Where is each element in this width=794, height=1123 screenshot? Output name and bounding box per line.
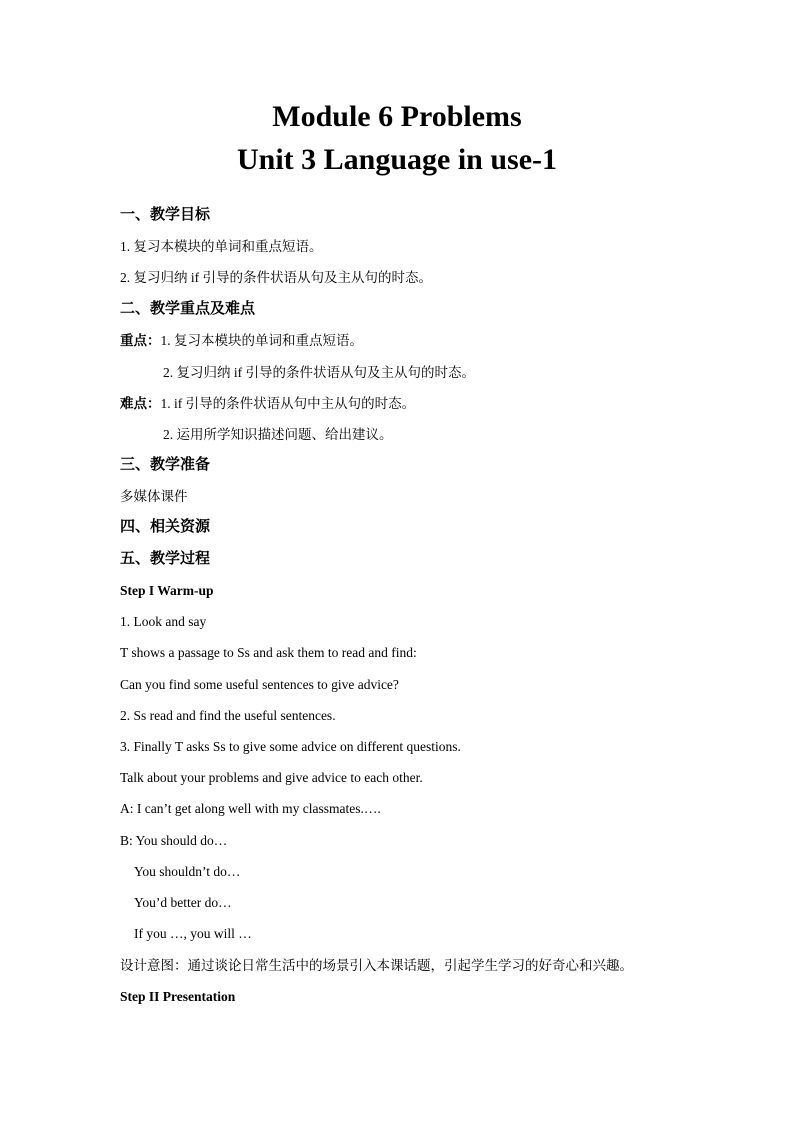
section-heading-preparation: 三、教学准备	[120, 457, 211, 473]
step-1-line-1: 1. Look and say	[120, 614, 207, 629]
key-points-label: 重点：	[120, 333, 161, 348]
objective-item-1: 1. 复习本模块的单词和重点短语。	[120, 239, 323, 254]
step-1-heading: Step I Warm-up	[120, 583, 214, 598]
step-2-heading: Step II Presentation	[120, 989, 236, 1004]
step-1-line-4: 2. Ss read and find the useful sentences.	[120, 708, 336, 723]
preparation-text: 多媒体课件	[120, 489, 188, 504]
dialog-line-b2: You shouldn’t do…	[134, 864, 241, 879]
dialog-line-b4: If you …, you will …	[134, 926, 252, 941]
step-1-line-2: T shows a passage to Ss and ask them to read and find:	[120, 645, 417, 660]
section-heading-process: 五、教学过程	[120, 551, 211, 567]
difficult-points-row-1	[120, 395, 415, 413]
step-1-line-5: 3. Finally T asks Ss to give some advice on different questions.	[120, 739, 461, 754]
document-title: Module 6 Problems	[272, 100, 522, 133]
key-points-row-1	[120, 332, 363, 350]
section-heading-objectives: 一、教学目标	[120, 207, 211, 223]
difficult-point-item-1: 1. if 引导的条件状语从句中主从句的时态。	[160, 396, 416, 411]
step-1-line-6: Talk about your problems and give advice to each other.	[120, 770, 423, 785]
section-heading-resources: 四、相关资源	[120, 519, 211, 535]
key-point-item-2: 2. 复习归纳 if 引导的条件状语从句及主从句的时态。	[163, 365, 475, 380]
dialog-line-b1: B: You should do…	[120, 833, 228, 848]
document-subtitle: Unit 3 Language in use-1	[236, 143, 558, 176]
design-intent: 设计意图：通过谈论日常生活中的场景引入本课话题，引起学生学习的好奇心和兴趣。	[120, 958, 633, 973]
dialog-line-a: A: I can’t get along well with my classmates.….	[120, 801, 381, 816]
objective-item-2: 2. 复习归纳 if 引导的条件状语从句及主从句的时态。	[120, 270, 432, 285]
difficult-point-item-2: 2. 运用所学知识描述问题、给出建议。	[163, 427, 393, 442]
key-point-item-1: 1. 复习本模块的单词和重点短语。	[160, 333, 363, 348]
dialog-line-b3: You’d better do…	[134, 895, 232, 910]
section-heading-key-points: 二、教学重点及难点	[120, 301, 256, 317]
difficult-points-label: 难点：	[120, 396, 161, 411]
step-1-line-3: Can you find some useful sentences to give advice?	[120, 677, 399, 692]
